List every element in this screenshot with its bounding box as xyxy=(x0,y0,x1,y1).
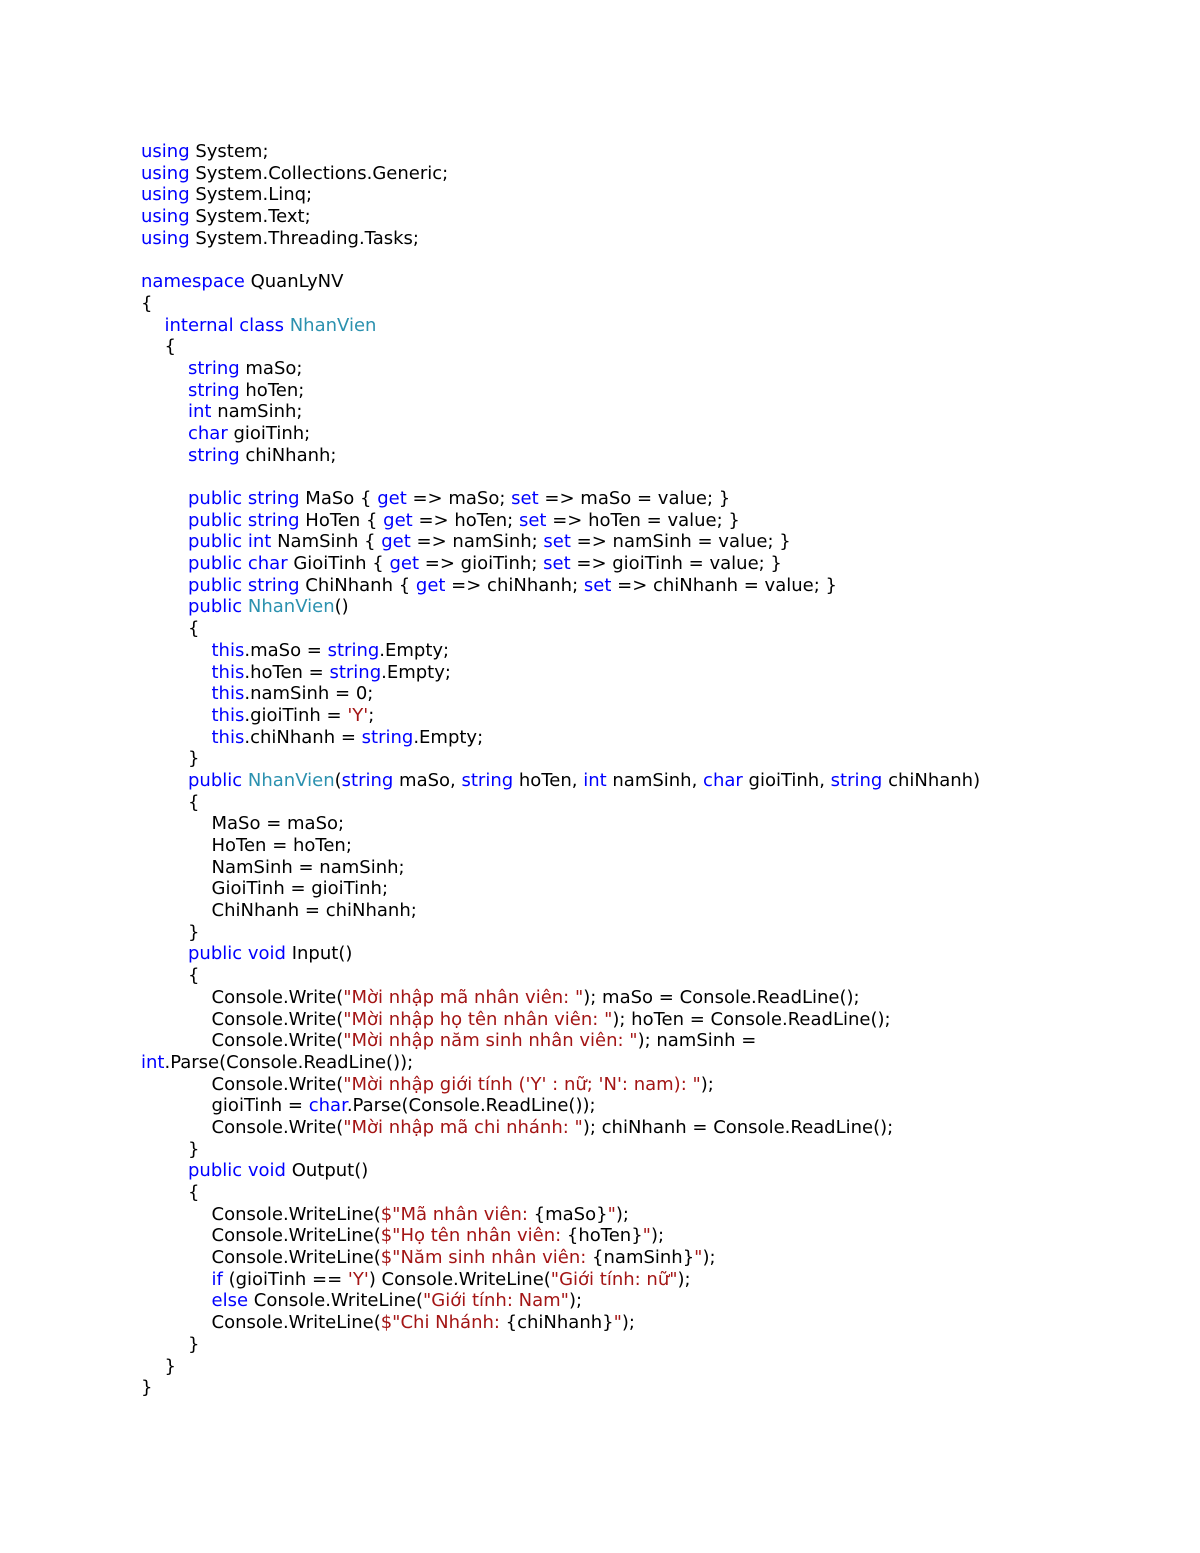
code-line xyxy=(141,141,980,163)
code-token: Console.WriteLine( xyxy=(211,1225,381,1247)
code-token: NamSinh { xyxy=(271,531,382,553)
code-token: ); hoTen = Console.ReadLine(); xyxy=(612,1008,891,1030)
code-token: gioiTinh = xyxy=(211,1095,309,1117)
code-line xyxy=(141,618,980,640)
code-line xyxy=(141,466,980,488)
code-token: .hoTen = xyxy=(244,661,330,683)
code-token-kw: using xyxy=(141,141,190,162)
code-token: maSo; xyxy=(239,357,303,379)
code-token: ); namSinh = xyxy=(637,1030,757,1052)
code-token: Console.WriteLine( xyxy=(211,1247,381,1269)
code-line xyxy=(141,315,980,337)
code-line xyxy=(141,1117,980,1139)
code-line xyxy=(141,1204,980,1226)
code-token: System; xyxy=(189,141,269,162)
code-line xyxy=(141,1052,980,1074)
code-token-kw: public xyxy=(188,769,243,791)
code-line xyxy=(141,423,980,445)
code-token-kw: namespace xyxy=(141,271,245,293)
code-token: () xyxy=(334,596,349,618)
code-token: System.Text; xyxy=(189,206,311,228)
code-token: => hoTen; xyxy=(412,509,519,531)
code-token-kw: public void xyxy=(188,943,286,965)
code-line xyxy=(141,640,980,662)
code-token: Input() xyxy=(285,943,353,965)
code-token-kw: using xyxy=(141,206,190,228)
code-token: maSo, xyxy=(393,769,462,791)
code-token: GioiTinh { xyxy=(287,553,390,575)
code-token: .Empty; xyxy=(381,661,451,683)
code-token-str: "Mời nhập mã chi nhánh: " xyxy=(343,1116,583,1138)
code-token: .Empty; xyxy=(379,639,450,661)
code-line xyxy=(141,1074,980,1096)
code-line xyxy=(141,293,980,315)
code-token-kw: string xyxy=(361,726,414,748)
code-token-str: 'Y' xyxy=(347,1268,369,1290)
code-token-type: NhanVien xyxy=(247,596,335,618)
code-token-kw: using xyxy=(141,227,190,249)
code-token: ChiNhanh = chiNhanh; xyxy=(211,900,417,922)
code-line xyxy=(141,228,980,250)
code-token-kw: this xyxy=(211,726,245,748)
code-token-kw: set xyxy=(518,509,547,531)
code-token-kw: int xyxy=(583,769,607,791)
code-token: .Empty; xyxy=(413,726,484,748)
code-token-kw: int xyxy=(188,401,212,423)
code-token-str: " xyxy=(642,1225,651,1247)
code-line xyxy=(141,163,980,185)
code-token: { xyxy=(188,965,200,987)
code-line xyxy=(141,206,980,228)
code-token-kw: get xyxy=(415,574,446,596)
code-token: ); xyxy=(700,1073,714,1095)
code-token: Output() xyxy=(285,1160,369,1182)
code-token: .Parse(Console.ReadLine()); xyxy=(346,1095,596,1117)
code-line xyxy=(141,531,980,553)
code-token-str: "Giới tính: nữ" xyxy=(550,1268,678,1290)
code-line xyxy=(141,1160,980,1182)
code-token: { xyxy=(188,618,200,640)
code-token-kw: using xyxy=(141,184,190,206)
code-token: => maSo; xyxy=(406,488,512,509)
code-line xyxy=(141,705,980,727)
code-line xyxy=(141,662,980,684)
code-token: {chiNhanh} xyxy=(505,1312,614,1334)
code-line xyxy=(141,770,980,792)
code-token: => gioiTinh = value; } xyxy=(570,553,782,575)
code-token: gioiTinh, xyxy=(742,769,831,791)
code-line xyxy=(141,1225,980,1247)
code-token: } xyxy=(188,1333,200,1355)
code-token: } xyxy=(188,1138,200,1160)
code-token-kw: char xyxy=(188,422,228,444)
code-token: } xyxy=(188,921,200,943)
code-token: System.Collections.Generic; xyxy=(189,162,449,184)
code-token-kw: string xyxy=(329,661,382,683)
code-line xyxy=(141,510,980,532)
code-token: { xyxy=(188,791,200,813)
code-token: ); xyxy=(702,1247,716,1269)
code-line xyxy=(141,488,980,510)
code-line xyxy=(141,857,980,879)
code-token: ; xyxy=(368,704,375,726)
code-token: Console.Write( xyxy=(211,1030,344,1052)
code-token: } xyxy=(188,748,200,770)
code-token: => gioiTinh; xyxy=(419,553,544,575)
code-line xyxy=(141,358,980,380)
code-token: System.Linq; xyxy=(189,184,313,206)
code-token: Console.Write( xyxy=(211,986,344,1008)
code-line xyxy=(141,987,980,1009)
code-listing xyxy=(141,141,980,1399)
code-token: ); chiNhanh = Console.ReadLine(); xyxy=(582,1116,894,1138)
code-token-kw: public xyxy=(188,596,243,618)
code-token: {namSinh} xyxy=(592,1247,695,1269)
code-token: hoTen, xyxy=(513,769,584,791)
code-token: HoTen = hoTen; xyxy=(211,835,352,856)
code-line xyxy=(141,683,980,705)
code-token-kw: internal class xyxy=(164,314,284,336)
code-token-type: NhanVien xyxy=(289,314,377,336)
code-token-kw: public string xyxy=(188,488,300,509)
code-token: chiNhanh; xyxy=(239,444,337,466)
code-token: .namSinh = 0; xyxy=(244,683,374,705)
code-token-kw: string xyxy=(830,769,883,791)
code-token: hoTen; xyxy=(239,379,305,401)
code-token-kw: string xyxy=(188,379,240,401)
code-token-str: "Giới tính: Nam" xyxy=(423,1290,569,1312)
code-token-kw: else xyxy=(211,1290,249,1312)
code-line xyxy=(141,1009,980,1031)
code-line xyxy=(141,792,980,814)
code-token-kw: public string xyxy=(188,574,300,596)
code-token: => namSinh = value; } xyxy=(570,531,791,553)
code-token: NamSinh = namSinh; xyxy=(211,856,405,878)
code-token: MaSo { xyxy=(299,488,378,509)
code-token: } xyxy=(164,1355,176,1377)
code-token-str: "Mời nhập mã nhân viên: " xyxy=(343,986,584,1008)
code-token-kw: public char xyxy=(188,553,288,575)
code-token-kw: using xyxy=(141,162,190,184)
code-token-kw: get xyxy=(381,531,411,553)
code-token: ) Console.WriteLine( xyxy=(368,1268,551,1290)
code-token-type: NhanVien xyxy=(247,769,335,791)
code-line xyxy=(141,1182,980,1204)
code-line xyxy=(141,1030,980,1052)
code-token: ); xyxy=(650,1225,665,1247)
code-token: ); xyxy=(615,1203,629,1225)
code-line xyxy=(141,1269,980,1291)
code-token: => chiNhanh; xyxy=(445,574,584,596)
code-token-str: $"Năm sinh nhân viên: xyxy=(380,1247,593,1269)
code-token-str: " xyxy=(607,1203,616,1225)
code-line xyxy=(141,249,980,271)
code-token: .gioiTinh = xyxy=(244,704,348,726)
code-token: QuanLyNV xyxy=(244,271,344,293)
code-token: namSinh; xyxy=(211,401,303,423)
code-line xyxy=(141,553,980,575)
code-token: Console.Write( xyxy=(211,1008,344,1030)
code-token: => chiNhanh = value; } xyxy=(611,574,837,596)
code-line xyxy=(141,965,980,987)
code-line xyxy=(141,1356,980,1378)
code-token-str: $"Chi Nhánh: xyxy=(380,1312,506,1334)
code-token: (gioiTinh == xyxy=(222,1268,348,1290)
code-token-kw: string xyxy=(188,357,240,379)
code-line xyxy=(141,1334,980,1356)
code-line xyxy=(141,445,980,467)
code-token-kw: string xyxy=(461,769,514,791)
code-line xyxy=(141,813,980,835)
code-token-kw: string xyxy=(341,769,394,791)
code-token-kw: public string xyxy=(188,509,300,531)
code-token-kw: this xyxy=(211,683,245,705)
code-token: HoTen { xyxy=(299,509,384,531)
code-token: chiNhanh) xyxy=(882,769,981,791)
code-token-str: "Mời nhập giới tính ('Y' : nữ; 'N': nam): " xyxy=(343,1073,701,1095)
code-token: GioiTinh = gioiTinh; xyxy=(211,878,389,900)
code-token: System.Threading.Tasks; xyxy=(189,227,419,249)
code-line xyxy=(141,380,980,402)
code-token-kw: char xyxy=(308,1095,347,1117)
code-token: ); xyxy=(677,1268,691,1290)
code-token-kw: if xyxy=(211,1268,223,1290)
code-token: gioiTinh; xyxy=(227,422,311,444)
code-token-kw: string xyxy=(188,444,240,466)
code-token-kw: set xyxy=(543,553,571,575)
code-line xyxy=(141,748,980,770)
code-token-kw: this xyxy=(211,661,245,683)
code-line xyxy=(141,336,980,358)
code-token-kw: get xyxy=(389,553,420,575)
code-token: { xyxy=(141,292,153,314)
code-line xyxy=(141,271,980,293)
code-token: { xyxy=(164,336,176,358)
code-token: } xyxy=(141,1377,153,1399)
code-token: ( xyxy=(334,769,342,791)
code-token-str: " xyxy=(694,1247,703,1269)
code-token-kw: int xyxy=(141,1051,165,1073)
code-line xyxy=(141,922,980,944)
code-line xyxy=(141,401,980,423)
code-line xyxy=(141,596,980,618)
code-token-str: 'Y' xyxy=(347,704,369,726)
code-token: ); xyxy=(568,1290,583,1312)
code-token: {maSo} xyxy=(533,1203,608,1225)
code-line xyxy=(141,1095,980,1117)
code-token: {hoTen} xyxy=(566,1225,643,1247)
code-token: MaSo = maSo; xyxy=(211,813,345,835)
code-token-kw: set xyxy=(543,531,571,553)
code-token-kw: get xyxy=(383,509,413,531)
code-token-str: "Mời nhập họ tên nhân viên: " xyxy=(343,1008,613,1030)
code-token-str: $"Mã nhân viên: xyxy=(380,1203,534,1225)
code-token-kw: public void xyxy=(188,1160,286,1182)
code-token: .chiNhanh = xyxy=(244,726,362,748)
code-line xyxy=(141,900,980,922)
code-line xyxy=(141,1377,980,1399)
code-line xyxy=(141,727,980,749)
code-token: => hoTen = value; } xyxy=(546,509,740,531)
code-token-str: "Mời nhập năm sinh nhân viên: " xyxy=(343,1030,638,1052)
code-token-kw: this xyxy=(211,639,245,661)
code-token: ChiNhanh { xyxy=(299,574,416,596)
code-token: => namSinh; xyxy=(410,531,544,553)
code-line xyxy=(141,835,980,857)
code-token: => maSo = value; } xyxy=(538,488,731,509)
code-token-str: " xyxy=(613,1312,622,1334)
code-token: ); maSo = Console.ReadLine(); xyxy=(583,986,860,1008)
code-token: Console.WriteLine( xyxy=(211,1312,381,1334)
code-token: ); xyxy=(621,1312,635,1334)
code-token-kw: get xyxy=(377,488,407,509)
code-line xyxy=(141,878,980,900)
code-token-str: $"Họ tên nhân viên: xyxy=(380,1225,567,1247)
code-token: .Parse(Console.ReadLine()); xyxy=(164,1051,414,1073)
code-line xyxy=(141,1290,980,1312)
code-line xyxy=(141,1312,980,1334)
code-line xyxy=(141,1139,980,1161)
code-token: { xyxy=(188,1182,200,1203)
code-token: Console.WriteLine( xyxy=(248,1290,423,1312)
code-token: Console.Write( xyxy=(211,1116,344,1138)
code-token-kw: set xyxy=(511,488,539,509)
code-line xyxy=(141,575,980,597)
code-token-kw: char xyxy=(703,769,743,791)
code-token: .maSo = xyxy=(244,639,328,661)
code-token-kw: public int xyxy=(188,531,272,553)
code-line xyxy=(141,1247,980,1269)
code-token: namSinh, xyxy=(606,769,704,791)
code-token-kw: string xyxy=(327,639,380,661)
code-line xyxy=(141,184,980,206)
code-line xyxy=(141,943,980,965)
code-token-kw: set xyxy=(583,574,612,596)
code-token: Console.WriteLine( xyxy=(211,1203,381,1225)
code-token-kw: this xyxy=(211,704,245,726)
code-token: Console.Write( xyxy=(211,1073,344,1095)
